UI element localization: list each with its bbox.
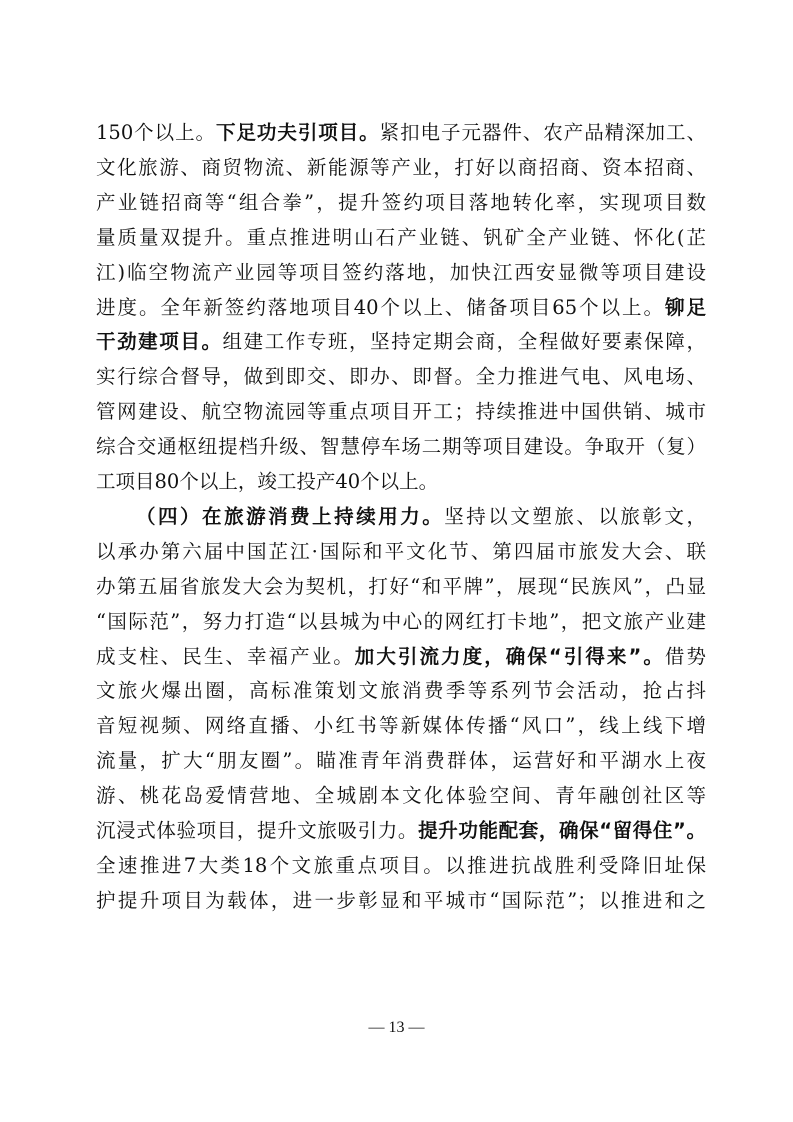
body-text-segment: “国际范”，努力打造“以县城为中心的网红打卡地”，把文旅产业建 — [96, 609, 706, 633]
text-line — [96, 746, 706, 776]
text-line — [96, 711, 706, 741]
text-line — [136, 502, 706, 532]
body-text-segment: 坚持以文塑旅、以旅彰文， — [444, 504, 706, 528]
body-text-segment: 江)临空物流产业园等项目签约落地，加快江西安显微等项目建设 — [96, 260, 706, 284]
bold-heading-text: （四）在旅游消费上持续用力。 — [136, 504, 445, 528]
text-line — [96, 258, 706, 288]
body-text-segment: 工项目80个以上，竣工投产40个以上。 — [96, 470, 439, 493]
page-number: — 13 — — [368, 1019, 425, 1036]
text-line — [96, 153, 706, 183]
body-text-segment: 组建工作专班，坚持定期会商，全程做好要素保障， — [222, 330, 706, 354]
text-line — [96, 642, 706, 672]
body-text-segment: 全速推进7大类18个文旅重点项目。以推进抗战胜利受降旧址保 — [96, 853, 706, 877]
body-text-segment: 产业链招商等“组合拳”，提升签约项目落地转化率，实现项目数 — [96, 190, 706, 214]
text-line — [96, 293, 706, 323]
text-line — [96, 572, 706, 602]
body-text-segment: 音短视频、网络直播、小红书等新媒体传播“风口”，线上线下增 — [96, 714, 706, 738]
text-line — [96, 676, 706, 706]
body-text-segment: 文旅火爆出圈，高标准策划文旅消费季等系列节会活动，抢占抖 — [96, 679, 706, 703]
body-text-segment: 实行综合督导，做到即交、即办、即督。全力推进气电、风电场、 — [96, 365, 706, 389]
bold-heading-text: 加大引流力度，确保“引得来”。 — [354, 644, 665, 668]
text-line — [96, 118, 706, 148]
text-line — [96, 223, 706, 253]
body-text-segment: 流量，扩大“朋友圈”。瞄准青年消费群体，运营好和平湖水上夜 — [96, 749, 706, 773]
body-text-segment: 游、桃花岛爱情营地、全城剧本文化体验空间、青年融创社区等 — [96, 784, 706, 808]
text-line — [96, 397, 706, 427]
text-line — [96, 537, 706, 567]
body-text-segment: 综合交通枢纽提档升级、智慧停车场二期等项目建设。争取开（复） — [96, 435, 706, 459]
text-line — [96, 362, 706, 392]
text-line — [96, 781, 706, 811]
body-text-segment: 150个以上。 — [96, 121, 216, 144]
text-line — [96, 851, 706, 881]
body-text-segment: 管网建设、航空物流园等重点项目开工；持续推进中国供销、城市 — [96, 400, 706, 424]
body-text-segment: 护提升项目为载体，进一步彰显和平城市“国际范”；以推进和之 — [96, 888, 706, 912]
bold-heading-text: 提升功能配套，确保“留得住”。 — [418, 819, 706, 842]
text-line — [96, 327, 706, 357]
body-text-segment: 紧扣电子元器件、农产品精深加工、 — [379, 121, 706, 144]
body-text-segment: 进度。全年新签约落地项目40个以上、储备项目65个以上。 — [96, 295, 665, 319]
body-text-segment: 以承办第六届中国芷江·国际和平文化节、第四届市旅发大会、联 — [96, 539, 706, 563]
text-line — [96, 432, 706, 462]
text-line — [96, 467, 706, 497]
body-text-segment: 办第五届省旅发大会为契机，打好“和平牌”，展现“民族风”，凸显 — [96, 574, 706, 598]
text-line — [96, 816, 706, 846]
body-text-segment: 成支柱、民生、幸福产业。 — [96, 644, 355, 668]
bold-heading-text: 干劲建项目。 — [96, 330, 223, 354]
body-text-segment: 量质量双提升。重点推进明山石产业链、钒矿全产业链、怀化(芷 — [96, 225, 706, 249]
bold-heading-text: 下足功夫引项目。 — [216, 121, 380, 144]
body-text-segment: 文化旅游、商贸物流、新能源等产业，打好以商招商、资本招商、 — [96, 155, 706, 179]
text-line — [96, 607, 706, 637]
text-line — [96, 188, 706, 218]
bold-heading-text: 铆足 — [665, 295, 706, 319]
text-line — [96, 886, 706, 916]
body-text-segment: 借势 — [664, 644, 706, 668]
body-text-segment: 沉浸式体验项目，提升文旅吸引力。 — [96, 819, 419, 842]
